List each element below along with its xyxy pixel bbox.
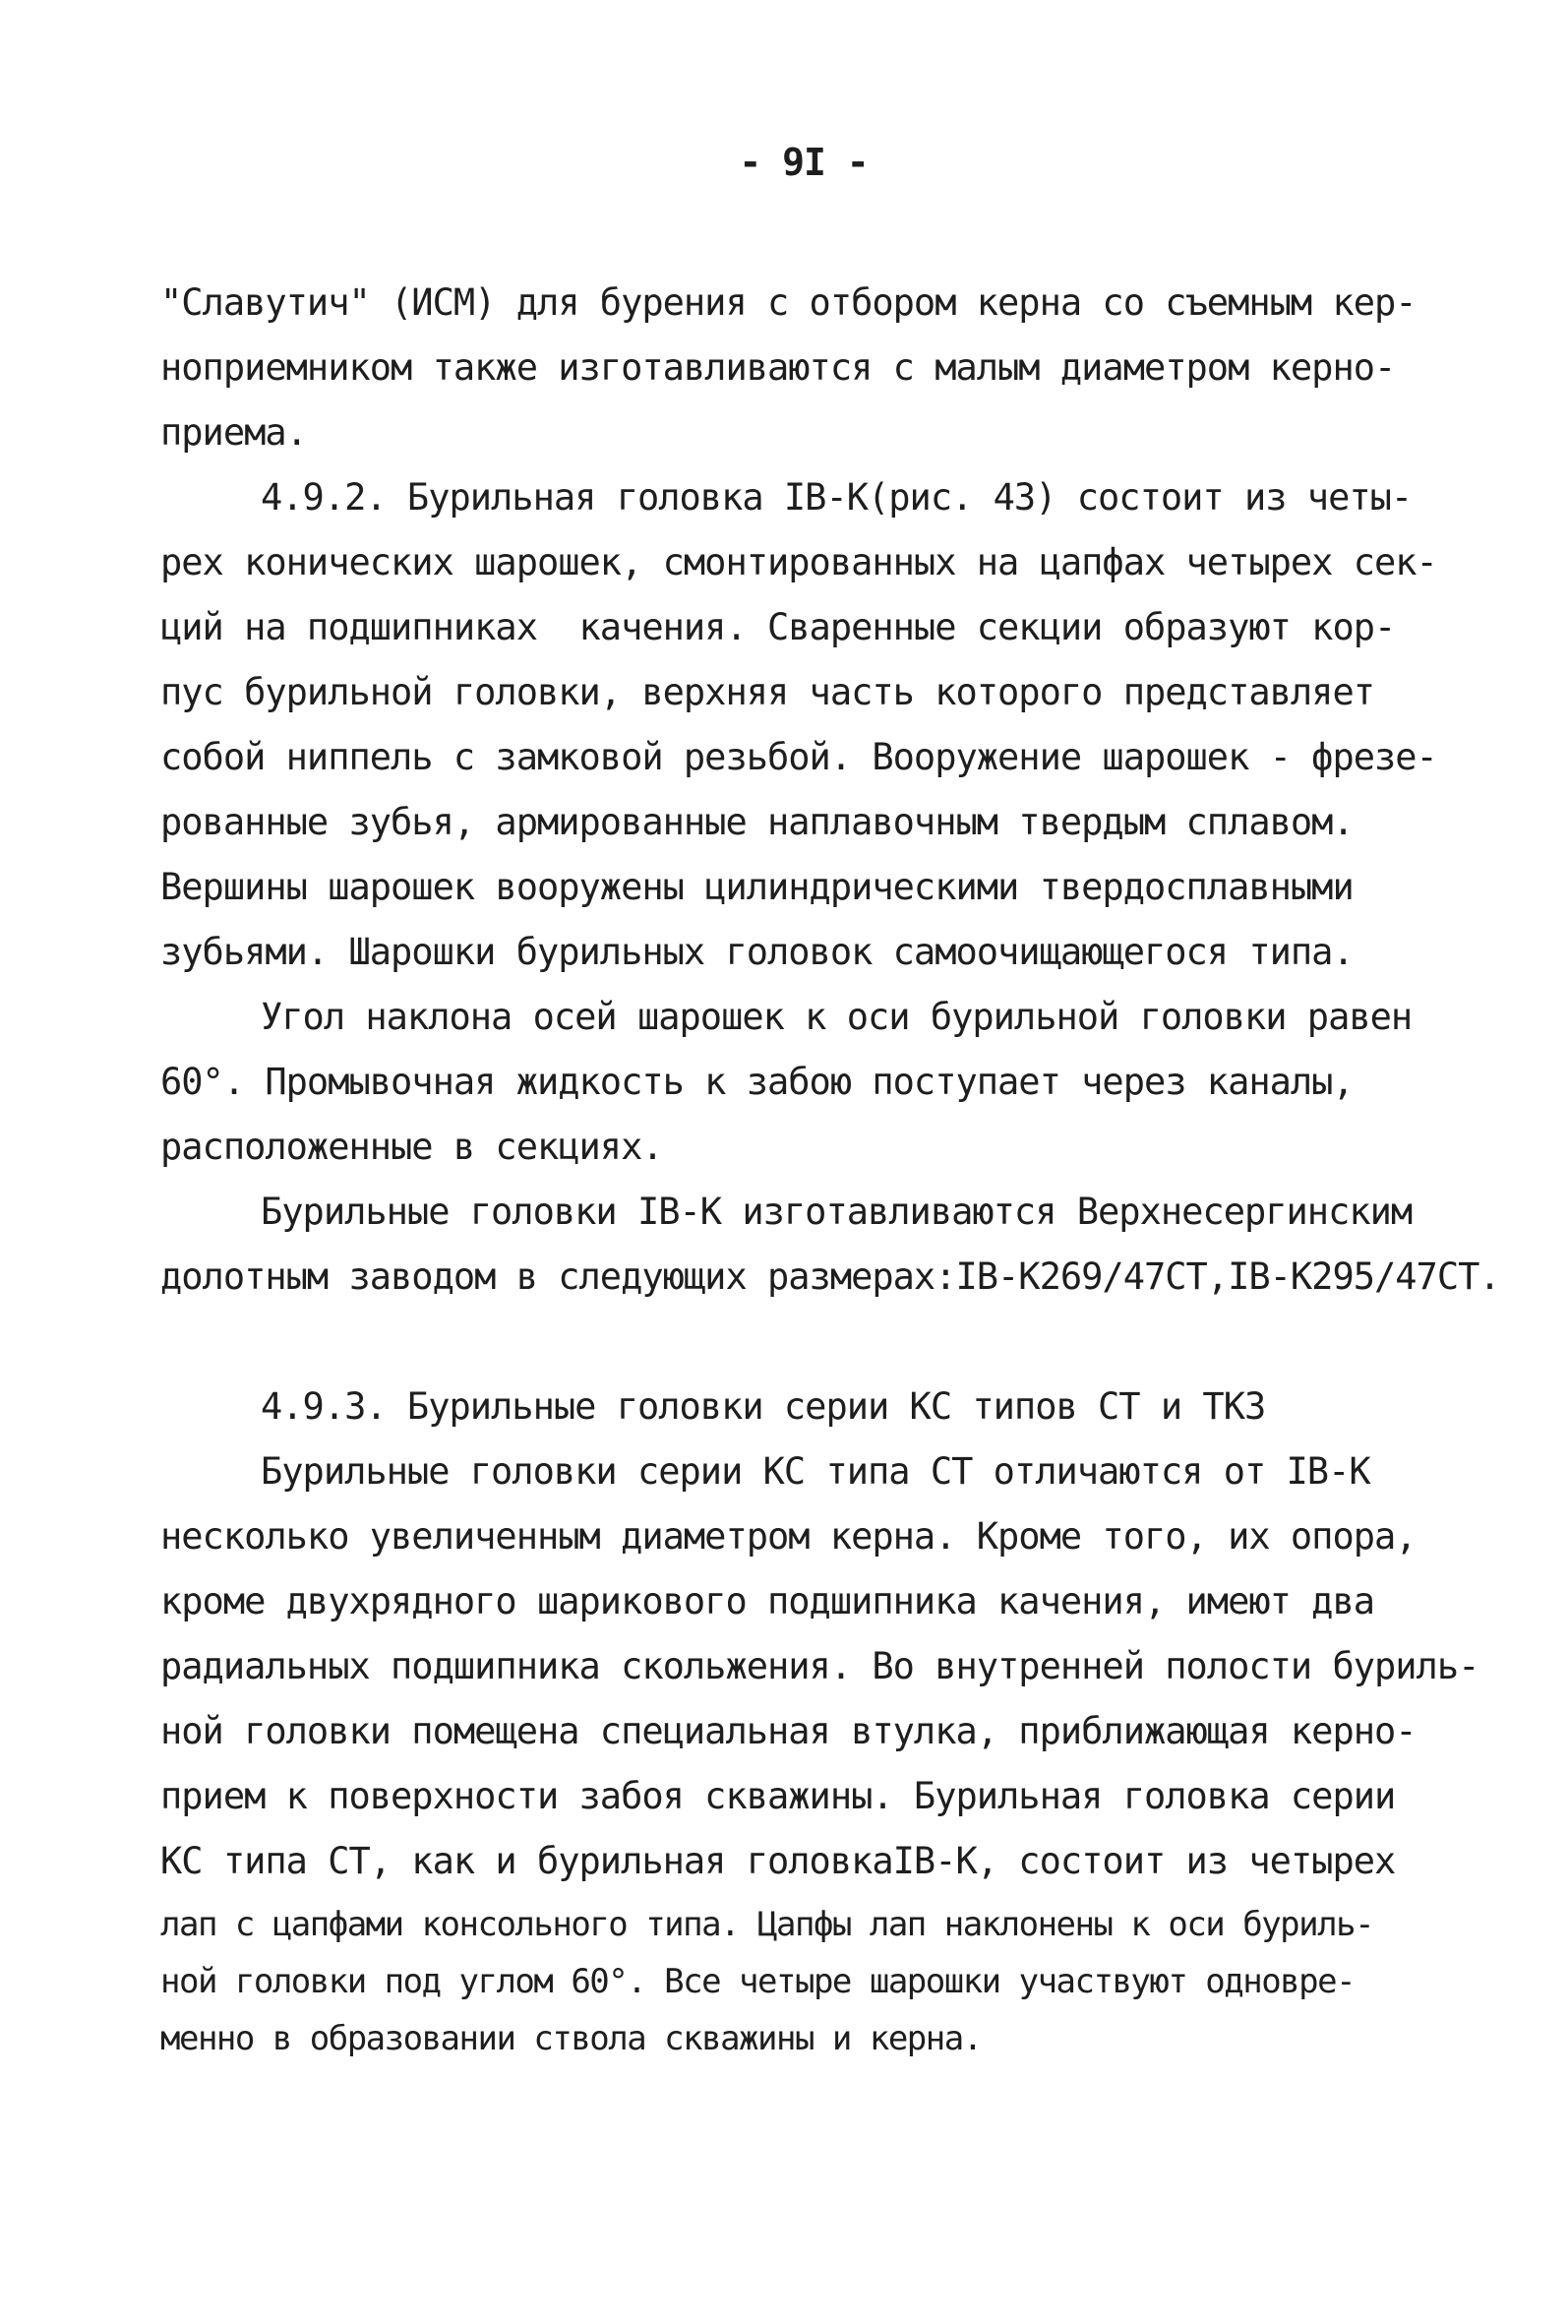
text-line: рех конических шарошек, смонтированных на цапфах четырех сек- [160,541,1437,583]
text-line: Угол наклона осей шарошек к оси бурильной головки равен [261,996,1413,1038]
text-line: КС типа СТ, как и бурильная головкаIВ-К, состоит из четырех [160,1840,1396,1882]
text-line: зубьями. Шарошки бурильных головок самоочищающегося типа. [160,931,1354,973]
text-line: Вершины шарошек вооружены цилиндрическими твердосплавными [160,866,1354,908]
text-line: Бурильные головки серии КС типа СТ отличаются от IВ-К [261,1450,1370,1493]
text-line: расположенные в секциях. [160,1126,663,1168]
text-line: менно в образовании ствола скважины и керна. [160,2019,982,2058]
text-line: 60°. Промывочная жидкость к забою поступает через каналы, [160,1061,1354,1103]
text-line: ноприемником также изготавливаются с малым диаметром керно- [160,346,1396,389]
text-line: приема. [160,411,307,454]
text-line: собой ниппель с замковой резьбой. Вооружение шарошек - фрезе- [160,736,1437,778]
text-line: 4.9.2. Бурильная головка IВ-К(рис. 43) состоит из четы- [261,476,1413,519]
text-line: ной головки помещена специальная втулка, приближающая керно- [160,1710,1417,1752]
text-line: Бурильные головки IВ-К изготавливаются Верхнесергинским [261,1191,1413,1233]
text-line: ций на подшипниках качения. Сваренные секции образуют кор- [160,606,1396,648]
section-heading: 4.9.3. Бурильные головки серии КС типов СТ и ТКЗ [261,1385,1266,1428]
text-line: рованные зубья, армированные наплавочным твердым сплавом. [160,801,1354,843]
text-line: ной головки под углом 60°. Все четыре шарошки участвуют одновре- [160,1962,1356,2001]
text-line: "Славутич" (ИСМ) для бурения с отбором керна со съемным кер- [160,281,1417,324]
text-line: радиальных подшипника скольжения. Во внутренней полости буриль- [160,1645,1479,1687]
text-line: прием к поверхности забоя скважины. Бурильная головка серии [160,1775,1396,1817]
page-number: - 9I - [739,141,869,184]
text-line: несколько увеличенным диаметром керна. Кроме того, их опора, [160,1515,1417,1558]
text-line: долотным заводом в следующих размерах:IВ-К269/47СТ,IВ-К295/47СТ. [160,1255,1500,1298]
text-line: пус бурильной головки, верхняя часть которого представляет [160,671,1375,713]
text-line: кроме двухрядного шарикового подшипника качения, имеют два [160,1580,1375,1622]
text-line: лап с цапфами консольного типа. Цапфы лап наклонены к оси буриль- [160,1905,1374,1944]
